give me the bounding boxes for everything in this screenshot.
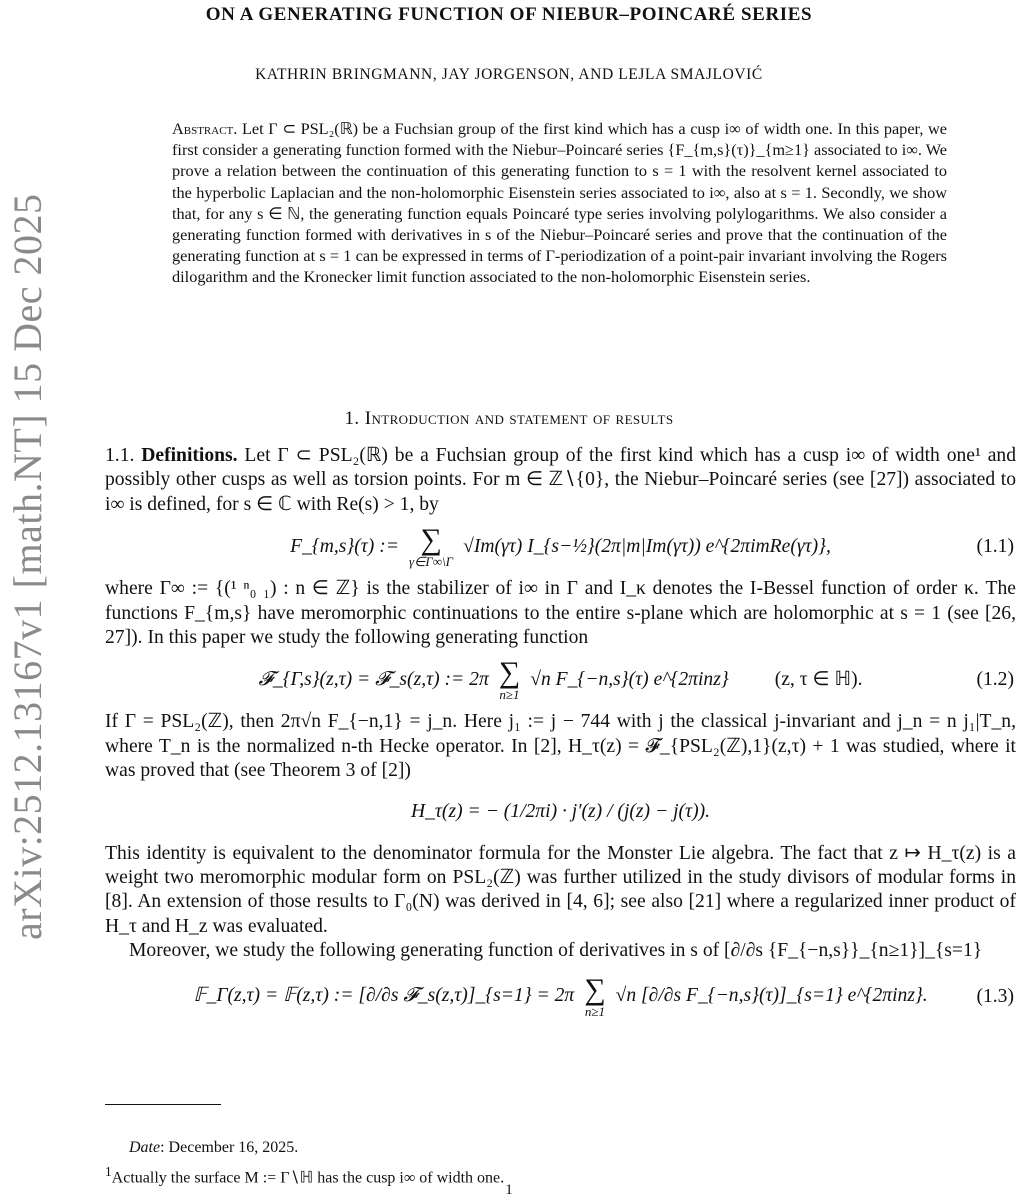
footnote-mark: 1 xyxy=(105,1164,112,1179)
equation-h-tau xyxy=(105,784,1016,842)
footnote-rule xyxy=(105,1104,221,1105)
sum-subscript: γ∈Γ∞\Γ xyxy=(408,554,454,570)
equation-condition: (z, τ ∈ ℍ). xyxy=(774,669,863,691)
subsection-title: Definitions. xyxy=(141,445,238,466)
equation-1-1 xyxy=(105,517,1016,577)
page-number: 1 xyxy=(505,1182,513,1198)
section-heading: 1. Introduction and statement of results xyxy=(344,408,674,429)
abstract-text: Let Γ ⊂ PSL₂(ℝ) be a Fuchsian group of the first kind which has a cusp i∞ of width one. In this paper, we first consider a generating function formed with the Niebur–Poincaré series {F_{m,s}(τ)}_{m≥1} associated to i∞. We prove a relation between the continuation of this generating function to s = 1 with the resolvent kernel associated to the hyperbolic Laplacian and the non-holomorphic Eisenstein series associated to i∞, also at s = 1. Secondly, we show that, for any s ∈ ℕ, the generating function equals Poincaré type series involving polylogarithms. We also consider a generating function formed with derivatives in s of the Niebur–Poincaré series and prove that the continuation of the generating function at s = 1 can be expressed in terms of Γ-periodization of a point-pair invariant involving the Rogers dilogarithm and the Kronecker limit function associated to the non-holomorphic Eisenstein series. xyxy=(172,119,947,287)
paragraph-text: Let Γ ⊂ PSL₂(ℝ) be a Fuchsian group of the first kind which has a cusp i∞ of width one¹ and possibly other cusps as well as torsion points. For m ∈ ℤ∖{0}, the Niebur–Poincaré series (see [27]) associated to i∞ is defined, for s ∈ ℂ with Re(s) > 1, by xyxy=(105,445,1016,515)
equation-rhs: √Im(γτ) I_{s−½}(2π|m|Im(γτ)) e^{2πimRe(γτ)}, xyxy=(463,536,831,558)
date-label: Date xyxy=(129,1139,161,1156)
subsection-number: 1.1. xyxy=(105,445,135,466)
equation-number: (1.2) xyxy=(976,669,1014,691)
sum-operator: ∑ n≥1 xyxy=(584,972,606,1019)
sum-operator: ∑ γ∈Γ∞\Γ xyxy=(408,523,454,570)
paragraph: If Γ = PSL₂(ℤ), then 2π√n F_{−n,1} = j_n. Here j₁ := j − 744 with j the classical j-invariant and j_n = n j₁|T_n, where T_n is the normalized n-th Hecke operator. In [2], H_τ(z) = 𝓕_{PSL₂(ℤ),1}(z,τ) + 1 was studied, where it was proved that (see Theorem 3 of [2]) xyxy=(105,711,1016,782)
sum-subscript: n≥1 xyxy=(584,1003,605,1019)
footnote-date xyxy=(105,1136,504,1160)
paper-authors: KATHRIN BRINGMANN, JAY JORGENSON, AND LEJLA SMAJLOVIĆ xyxy=(255,66,763,83)
equation-rhs: √n F_{−n,s}(τ) e^{2πinz} xyxy=(530,669,729,691)
abstract xyxy=(172,118,947,288)
equation-1-2 xyxy=(105,650,1016,710)
abstract-label: Abstract. xyxy=(172,119,238,138)
equation-rhs: √n [∂/∂s F_{−n,s}(τ)]_{s=1} e^{2πinz}. xyxy=(615,985,928,1007)
paragraph-definitions xyxy=(105,444,1016,517)
equation-lhs: F_{m,s}(τ) := xyxy=(290,536,399,558)
arxiv-identifier-stamp: arXiv:2512.13167v1 [math.NT] 15 Dec 2025 xyxy=(5,193,50,940)
equation-number: (1.3) xyxy=(976,985,1014,1007)
equation-lhs: 𝓕_{Γ,s}(z,τ) = 𝓕_s(z,τ) := 2π xyxy=(258,669,489,691)
equation-lhs: 𝔽_Γ(z,τ) = 𝔽(z,τ) := [∂/∂s 𝓕_s(z,τ)]_{s=1} = 2π xyxy=(193,985,575,1007)
equation-text: H_τ(z) = − (1/2πi) · j′(z) / (j(z) − j(τ)). xyxy=(410,801,711,823)
sum-operator: ∑ n≥1 xyxy=(498,656,521,703)
date-value: : December 16, 2025. xyxy=(160,1139,299,1156)
equation-1-3 xyxy=(105,964,1016,1030)
paragraph: where Γ∞ := {(¹ ⁿ₀ ₁) : n ∈ ℤ} is the stabilizer of i∞ in Γ and I_κ denotes the I-Bessel function of order κ. The functions F_{m,s} have meromorphic continuations to the entire s-plane which are holomorphic at s = 1 (see [26, 27]). In this paper we study the following generating function xyxy=(105,578,1016,649)
paragraph: This identity is equivalent to the denominator formula for the Monster Lie algebra. The fact that z ↦ H_τ(z) is a weight two meromorphic modular form on PSL₂(ℤ) was further utilized in the study divisors of modular forms in [8]. An extension of those results to Γ₀(N) was derived in [4, 6]; see also [21] where a regularized inner product of H_τ and H_z was evaluated. xyxy=(105,842,1016,937)
paragraph: Moreover, we study the following generating function of derivatives in s of [∂/∂s {F_{−n,s}}_{n≥1}]_{s=1} xyxy=(129,940,983,962)
sum-subscript: n≥1 xyxy=(499,687,520,703)
paper-title: ON A GENERATING FUNCTION OF NIEBUR–POINCARÉ SERIES xyxy=(205,4,813,25)
body-text xyxy=(105,444,1016,1030)
equation-number: (1.1) xyxy=(976,536,1014,558)
footnote-text: Actually the surface M := Γ∖ℍ has the cusp i∞ of width one. xyxy=(111,1169,505,1187)
